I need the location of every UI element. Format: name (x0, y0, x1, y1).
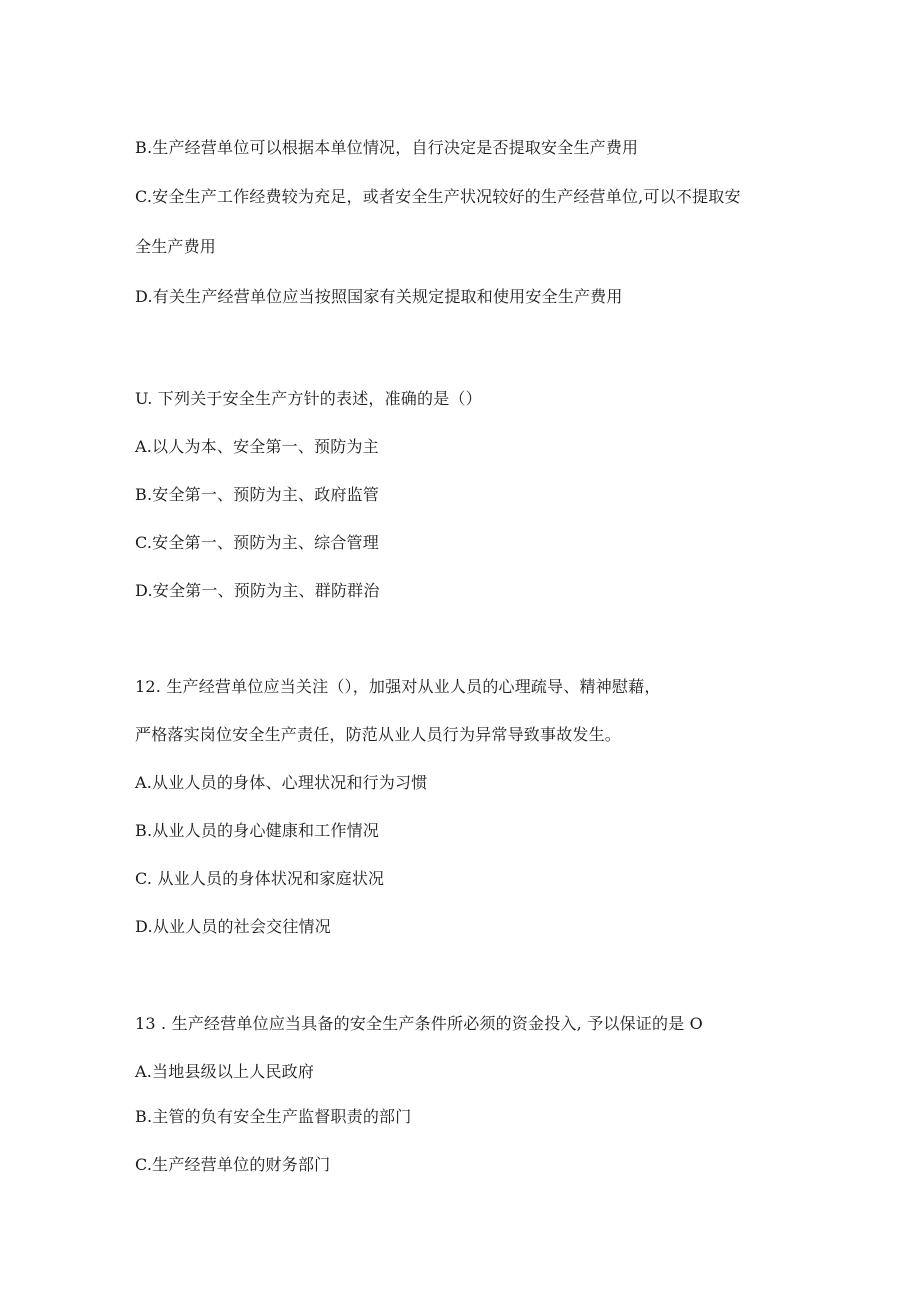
option-b-line: B.从业人员的身心健康和工作情况 (135, 821, 380, 840)
option-b-line: B.主管的负有安全生产监督职责的部门 (135, 1107, 412, 1126)
option-a-line: A.从业人员的身体、心理状况和行为习惯 (135, 773, 428, 792)
option-b-line: B.生产经营单位可以根据本单位情况，自行决定是否提取安全生产费用 (135, 138, 639, 157)
option-d-line: D.有关生产经营单位应当按照国家有关规定提取和使用安全生产费用 (135, 287, 623, 306)
option-c-line: C.安全生产工作经费较为充足，或者安全生产状况较好的生产经营单位,可以不提取安 (135, 187, 741, 206)
question-12-stem: 12. 生产经营单位应当关注（），加强对从业人员的心理疏导、精神慰藉， (135, 677, 661, 696)
option-c-line: C.安全第一、预防为主、综合管理 (135, 533, 379, 552)
option-b-line: B.安全第一、预防为主、政府监管 (135, 485, 380, 504)
question-12-stem-continuation: 严格落实岗位安全生产责任，防范从业人员行为异常导致事故发生。 (135, 725, 622, 744)
option-c-line: C. 从业人员的身体状况和家庭状况 (135, 869, 385, 888)
option-c-line: C.生产经营单位的财务部门 (135, 1155, 331, 1174)
question-11-stem: U. 下列关于安全生产方针的表述，准确的是（） (135, 389, 482, 408)
option-c-continuation: 全生产费用 (135, 237, 217, 256)
option-a-line: A.以人为本、安全第一、预防为主 (135, 437, 379, 456)
option-d-line: D.安全第一、预防为主、群防群治 (135, 581, 380, 600)
option-a-line: A.当地县级以上人民政府 (135, 1062, 315, 1081)
question-13-stem: 13 . 生产经营单位应当具备的安全生产条件所必须的资金投入, 予以保证的是 O (135, 1014, 703, 1033)
option-d-line: D.从业人员的社会交往情况 (135, 917, 331, 936)
